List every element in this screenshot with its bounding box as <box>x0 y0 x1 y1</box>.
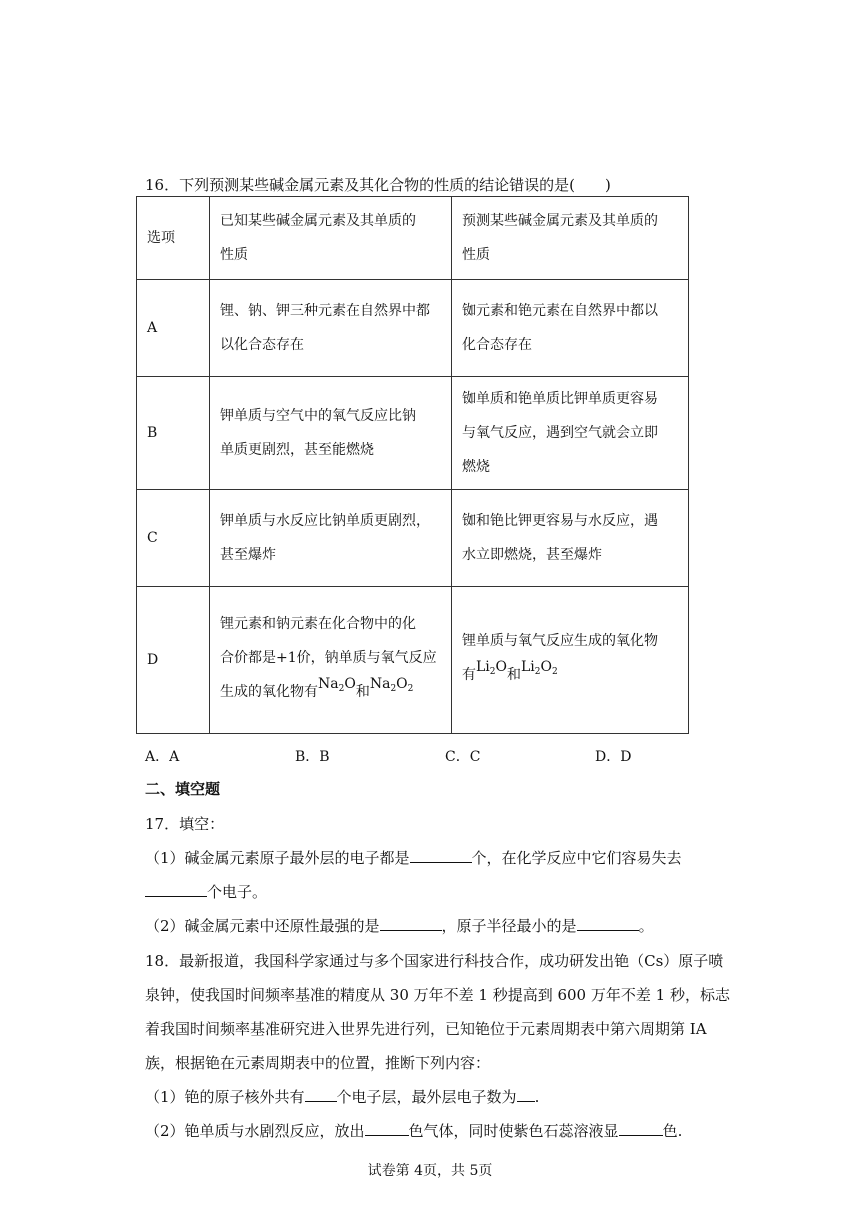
cell-line: 化合态存在 <box>462 337 532 353</box>
row-known <box>210 377 452 490</box>
row-option: D <box>137 587 210 734</box>
question-16-stem: 16．下列预测某些碱金属元素及其化合物的性质的结论错误的是( ) <box>145 176 611 194</box>
row-option: C <box>137 490 210 587</box>
question-17-part1: （1）碱金属元素原子最外层的电子都是 个，在化学反应中它们容易失去 <box>145 849 682 867</box>
header-known-line: 性质 <box>220 247 248 263</box>
cell-line: 锂元素和钠元素在化合物中的化 <box>220 615 416 632</box>
answer-blank[interactable] <box>619 1121 663 1136</box>
cell-text: 生成的氧化物有 <box>220 683 318 700</box>
page-footer: 试卷第 4页，共 5页 <box>367 1163 493 1179</box>
table-header-row <box>137 197 689 280</box>
header-predict <box>452 197 689 280</box>
cell-line: 锂、钠、钾三种元素在自然界中都 <box>220 303 430 319</box>
cell-line: 铷和铯比钾更容易与水反应，遇 <box>462 513 658 529</box>
answer-blank[interactable] <box>305 1087 337 1102</box>
row-known <box>210 587 452 734</box>
cell-line: 合价都是+1价，钠单质与氧气反应 <box>220 649 437 666</box>
cell-line: 水立即燃烧，甚至爆炸 <box>462 547 602 563</box>
choice-c: C．C <box>445 749 481 765</box>
question-17-part2: （2）碱金属元素中还原性最强的是 ，原子半径最小的是 。 <box>145 917 654 935</box>
cell-line: 钾单质与空气中的氧气反应比钠 <box>220 408 416 424</box>
choice-d: D．D <box>595 749 632 765</box>
formula-li2o2: $Li_2O_2$ <box>521 658 558 677</box>
answer-blank[interactable] <box>145 882 207 897</box>
question-18-line: 18．最新报道，我国科学家通过与多个国家进行科技合作，成功研发出铯（Cs）原子喷 <box>145 952 724 970</box>
formula-na2o2: $Na_2O_2$ <box>369 675 414 694</box>
question-18-line: 着我国时间频率基准研究进入世界先进行列，已知铯位于元素周期表中第六周期第 IA <box>145 1020 707 1038</box>
cell-line: 以化合态存在 <box>220 337 304 353</box>
answer-blank[interactable] <box>365 1121 409 1136</box>
row-predict <box>452 377 689 490</box>
row-known <box>210 490 452 587</box>
table-row <box>137 280 689 377</box>
row-known <box>210 280 452 377</box>
row-predict <box>452 587 689 734</box>
cell-line: 与氧气反应，遇到空气就会立即 <box>462 425 658 441</box>
row-option: B <box>137 377 210 490</box>
answer-blank[interactable] <box>517 1087 535 1102</box>
cell-line: 锂单质与氧气反应生成的氧化物 <box>462 632 658 649</box>
cell-text: 和 <box>507 666 521 683</box>
header-option: 选项 <box>137 197 210 280</box>
table-row <box>137 377 689 490</box>
cell-line <box>462 658 678 697</box>
header-predict-line: 性质 <box>462 247 490 263</box>
question-18-part1: （1）铯的原子核外共有 个电子层，最外层电子数为 . <box>145 1088 540 1106</box>
question-18-part2: （2）铯单质与水剧烈反应，放出 色气体，同时使紫色石蕊溶液显 色. <box>145 1122 683 1140</box>
cell-line: 单质更剧烈，甚至能燃烧 <box>220 442 374 458</box>
options-table <box>136 196 689 734</box>
formula-na2o: $Na_2O$ <box>318 675 356 694</box>
cell-text: 有 <box>462 666 476 683</box>
question-17-title: 17．填空： <box>145 815 225 833</box>
answer-blank[interactable] <box>410 848 472 863</box>
cell-line: 铷单质和铯单质比钾单质更容易 <box>462 391 658 407</box>
cell-line: 钾单质与水反应比钠单质更剧烈， <box>220 513 430 529</box>
question-18-line: 族，根据铯在元素周期表中的位置，推断下列内容： <box>145 1054 491 1072</box>
answer-blank[interactable] <box>577 916 639 931</box>
question-18-line: 泉钟，使我国时间频率基准的精度从 30 万年不差 1 秒提高到 600 万年不差 1 秒，标志 <box>145 986 730 1004</box>
row-predict <box>452 490 689 587</box>
header-predict-line: 预测某些碱金属元素及其单质的 <box>462 213 658 229</box>
cell-text: 和 <box>355 683 370 700</box>
answer-blank[interactable] <box>380 916 442 931</box>
table-row <box>137 587 689 734</box>
header-known-line: 已知某些碱金属元素及其单质的 <box>220 213 416 229</box>
table-row <box>137 490 689 587</box>
cell-line <box>220 675 441 714</box>
choice-b: B．B <box>295 749 330 765</box>
section-title: 二、填空题 <box>145 780 221 798</box>
cell-line: 燃烧 <box>462 459 490 475</box>
cell-line: 甚至爆炸 <box>220 547 276 563</box>
row-predict <box>452 280 689 377</box>
cell-line: 铷元素和铯元素在自然界中都以 <box>462 303 658 319</box>
formula-li2o: $Li_2O$ <box>476 658 507 677</box>
header-known <box>210 197 452 280</box>
row-option: A <box>137 280 210 377</box>
question-17-part1-cont: 个电子。 <box>145 881 267 902</box>
choice-a: A．A <box>145 749 180 765</box>
